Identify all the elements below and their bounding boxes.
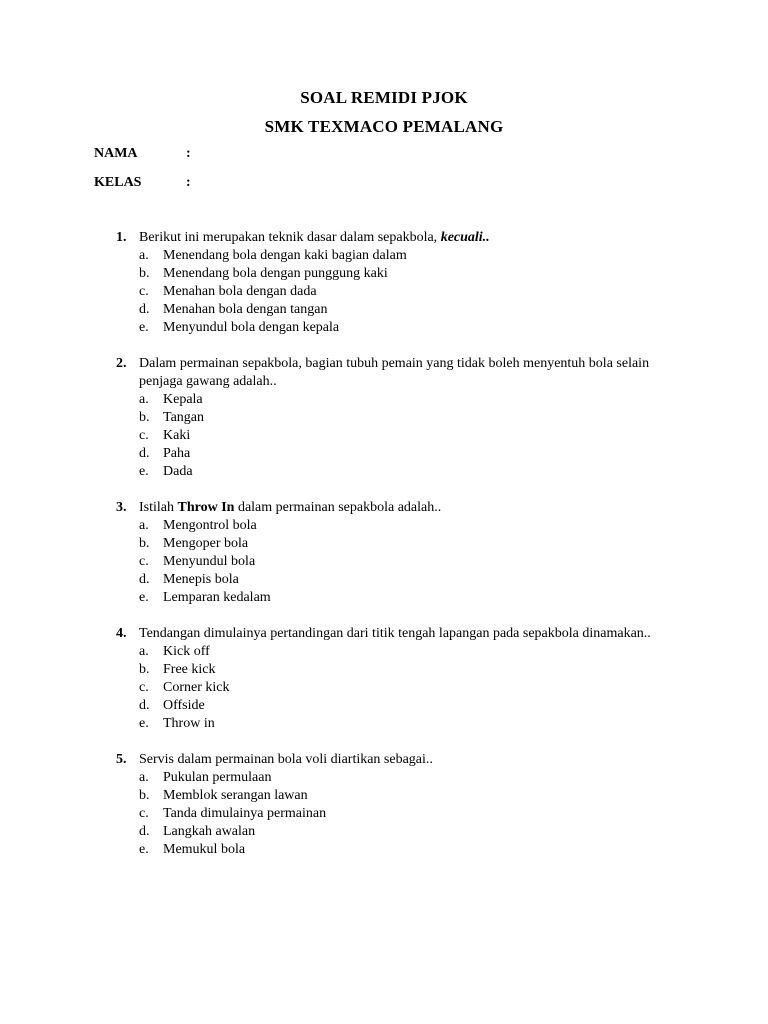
option-letter: d. bbox=[139, 446, 150, 461]
option-text: Menyundul bola dengan kepala bbox=[163, 320, 340, 335]
option-text: Menahan bola dengan tangan bbox=[163, 302, 328, 317]
answer-option bbox=[0, 445, 768, 463]
option-letter: c. bbox=[139, 284, 149, 299]
option-text: Mengontrol bola bbox=[163, 518, 257, 533]
option-letter: c. bbox=[139, 806, 149, 821]
option-text: Kaki bbox=[163, 428, 191, 443]
option-letter: e. bbox=[139, 716, 149, 731]
option-letter: d. bbox=[139, 698, 150, 713]
question-number: 2. bbox=[116, 356, 127, 371]
answer-option bbox=[0, 661, 768, 679]
option-letter: c. bbox=[139, 554, 149, 569]
option-text: Memukul bola bbox=[163, 842, 246, 857]
answer-option bbox=[0, 265, 768, 283]
option-letter: a. bbox=[139, 518, 149, 533]
option-letter: a. bbox=[139, 770, 149, 785]
option-text: Menahan bola dengan dada bbox=[163, 284, 317, 299]
question-item bbox=[0, 751, 768, 859]
question-text bbox=[139, 625, 679, 643]
option-text: Mengoper bola bbox=[163, 536, 249, 551]
question-item bbox=[0, 625, 768, 733]
question-text-segment: Servis dalam permainan bola voli diartikan sebagai.. bbox=[139, 752, 433, 767]
question-item bbox=[0, 355, 768, 481]
answer-option bbox=[0, 463, 768, 481]
option-text: Kepala bbox=[163, 392, 203, 407]
name-colon: : bbox=[186, 146, 191, 161]
question-number: 4. bbox=[116, 626, 127, 641]
question-text-segment: dalam permainan sepakbola adalah.. bbox=[234, 500, 442, 515]
name-field bbox=[94, 146, 191, 162]
option-text: Kick off bbox=[163, 644, 210, 659]
question-text bbox=[139, 355, 679, 391]
answer-option bbox=[0, 589, 768, 607]
option-letter: d. bbox=[139, 572, 150, 587]
option-letter: a. bbox=[139, 644, 149, 659]
school-name: SMK TEXMACO PEMALANG bbox=[264, 117, 504, 136]
question-text-segment: Dalam permainan sepakbola, bagian tubuh pemain yang tidak boleh menyentuh bola selain penjaga gawang adalah.. bbox=[139, 356, 650, 389]
answer-option bbox=[0, 571, 768, 589]
document-title: SOAL REMIDI PJOK bbox=[300, 88, 468, 107]
option-text: Free kick bbox=[163, 662, 216, 677]
question-number: 1. bbox=[116, 230, 127, 245]
question-item bbox=[0, 499, 768, 607]
answer-option bbox=[0, 427, 768, 445]
option-text: Pukulan permulaan bbox=[163, 770, 272, 785]
name-label: NAMA bbox=[94, 146, 138, 161]
answer-option bbox=[0, 535, 768, 553]
option-letter: b. bbox=[139, 410, 150, 425]
question-text-segment: kecuali.. bbox=[440, 230, 490, 245]
option-letter: c. bbox=[139, 428, 149, 443]
question-text bbox=[139, 229, 679, 247]
question-text-segment: Istilah bbox=[139, 500, 178, 515]
answer-option bbox=[0, 679, 768, 697]
option-text: Memblok serangan lawan bbox=[163, 788, 308, 803]
option-letter: a. bbox=[139, 248, 149, 263]
answer-option bbox=[0, 643, 768, 661]
option-letter: b. bbox=[139, 662, 150, 677]
option-text: Lemparan kedalam bbox=[163, 590, 271, 605]
question-text-segment: Tendangan dimulainya pertandingan dari titik tengah lapangan pada sepakbola dinamakan.. bbox=[139, 626, 651, 641]
option-letter: e. bbox=[139, 590, 149, 605]
answer-option bbox=[0, 715, 768, 733]
answer-option bbox=[0, 319, 768, 337]
question-text bbox=[139, 751, 679, 769]
question-number: 5. bbox=[116, 752, 127, 767]
option-text: Offside bbox=[163, 698, 205, 713]
answer-option bbox=[0, 247, 768, 265]
option-letter: d. bbox=[139, 302, 150, 317]
option-text: Menepis bola bbox=[163, 572, 239, 587]
option-text: Corner kick bbox=[163, 680, 230, 695]
class-colon: : bbox=[186, 175, 191, 190]
question-item bbox=[0, 229, 768, 337]
answer-option bbox=[0, 409, 768, 427]
answer-option bbox=[0, 697, 768, 715]
option-letter: a. bbox=[139, 392, 149, 407]
answer-option bbox=[0, 391, 768, 409]
option-letter: b. bbox=[139, 266, 150, 281]
answer-option bbox=[0, 769, 768, 787]
option-letter: b. bbox=[139, 788, 150, 803]
option-text: Menendang bola dengan punggung kaki bbox=[163, 266, 388, 281]
option-text: Paha bbox=[163, 446, 191, 461]
option-letter: e. bbox=[139, 842, 149, 857]
option-letter: d. bbox=[139, 824, 150, 839]
answer-option bbox=[0, 283, 768, 301]
option-text: Dada bbox=[163, 464, 193, 479]
question-number: 3. bbox=[116, 500, 127, 515]
option-text: Langkah awalan bbox=[163, 824, 256, 839]
option-text: Tangan bbox=[163, 410, 205, 425]
answer-option bbox=[0, 823, 768, 841]
option-text: Throw in bbox=[163, 716, 215, 731]
question-text-segment: Throw In bbox=[177, 500, 235, 515]
question-list bbox=[0, 229, 768, 877]
answer-option bbox=[0, 553, 768, 571]
class-field bbox=[94, 175, 191, 191]
option-text: Tanda dimulainya permainan bbox=[163, 806, 327, 821]
answer-option bbox=[0, 805, 768, 823]
class-label: KELAS bbox=[94, 175, 142, 190]
question-text bbox=[139, 499, 679, 517]
answer-option bbox=[0, 841, 768, 859]
option-text: Menyundul bola bbox=[163, 554, 256, 569]
answer-option bbox=[0, 301, 768, 319]
option-letter: e. bbox=[139, 320, 149, 335]
option-letter: c. bbox=[139, 680, 149, 695]
option-letter: b. bbox=[139, 536, 150, 551]
option-text: Menendang bola dengan kaki bagian dalam bbox=[163, 248, 407, 263]
option-letter: e. bbox=[139, 464, 149, 479]
question-text-segment: Berikut ini merupakan teknik dasar dalam sepakbola, bbox=[139, 230, 441, 245]
answer-option bbox=[0, 517, 768, 535]
answer-option bbox=[0, 787, 768, 805]
